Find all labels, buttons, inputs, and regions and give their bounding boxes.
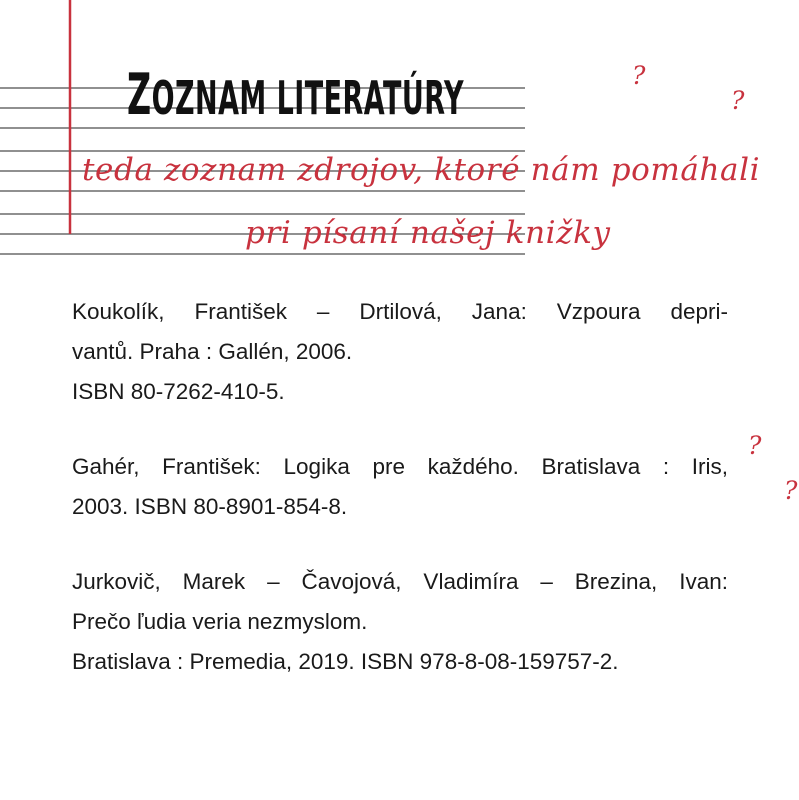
reference-line: Prečo ľudia veria nezmyslom. bbox=[72, 609, 368, 634]
reference-entry bbox=[72, 292, 728, 412]
reference-line: ISBN 80-7262-410-5. bbox=[72, 379, 285, 404]
subtitle-line-1: teda zoznam zdrojov, ktoré nám pomáhali bbox=[82, 152, 761, 188]
reference-line: Gahér, František: Logika pre každého. Bratislava : Iris, bbox=[72, 454, 728, 479]
reference-entry bbox=[72, 447, 728, 527]
reference-entry bbox=[72, 562, 728, 682]
reference-line: Bratislava : Premedia, 2019. ISBN 978-8-08-159757-2. bbox=[72, 649, 619, 674]
subtitle-line-2: pri písaní našej knižky bbox=[245, 215, 611, 251]
reference-list bbox=[72, 292, 728, 717]
reference-line: 2003. ISBN 80-8901-854-8. bbox=[72, 494, 348, 519]
question-mark: ? bbox=[632, 61, 646, 90]
page-title: ZOZNAM LITERATÚRY bbox=[127, 61, 465, 128]
question-mark: ? bbox=[748, 431, 762, 460]
reference-line: vantů. Praha : Gallén, 2006. bbox=[72, 339, 353, 364]
question-mark: ? bbox=[784, 476, 798, 505]
reference-line: Koukolík, František – Drtilová, Jana: Vzpoura depri- bbox=[72, 299, 728, 324]
question-mark: ? bbox=[731, 86, 745, 115]
reference-line: Jurkovič, Marek – Čavojová, Vladimíra – Brezina, Ivan: bbox=[72, 569, 728, 594]
